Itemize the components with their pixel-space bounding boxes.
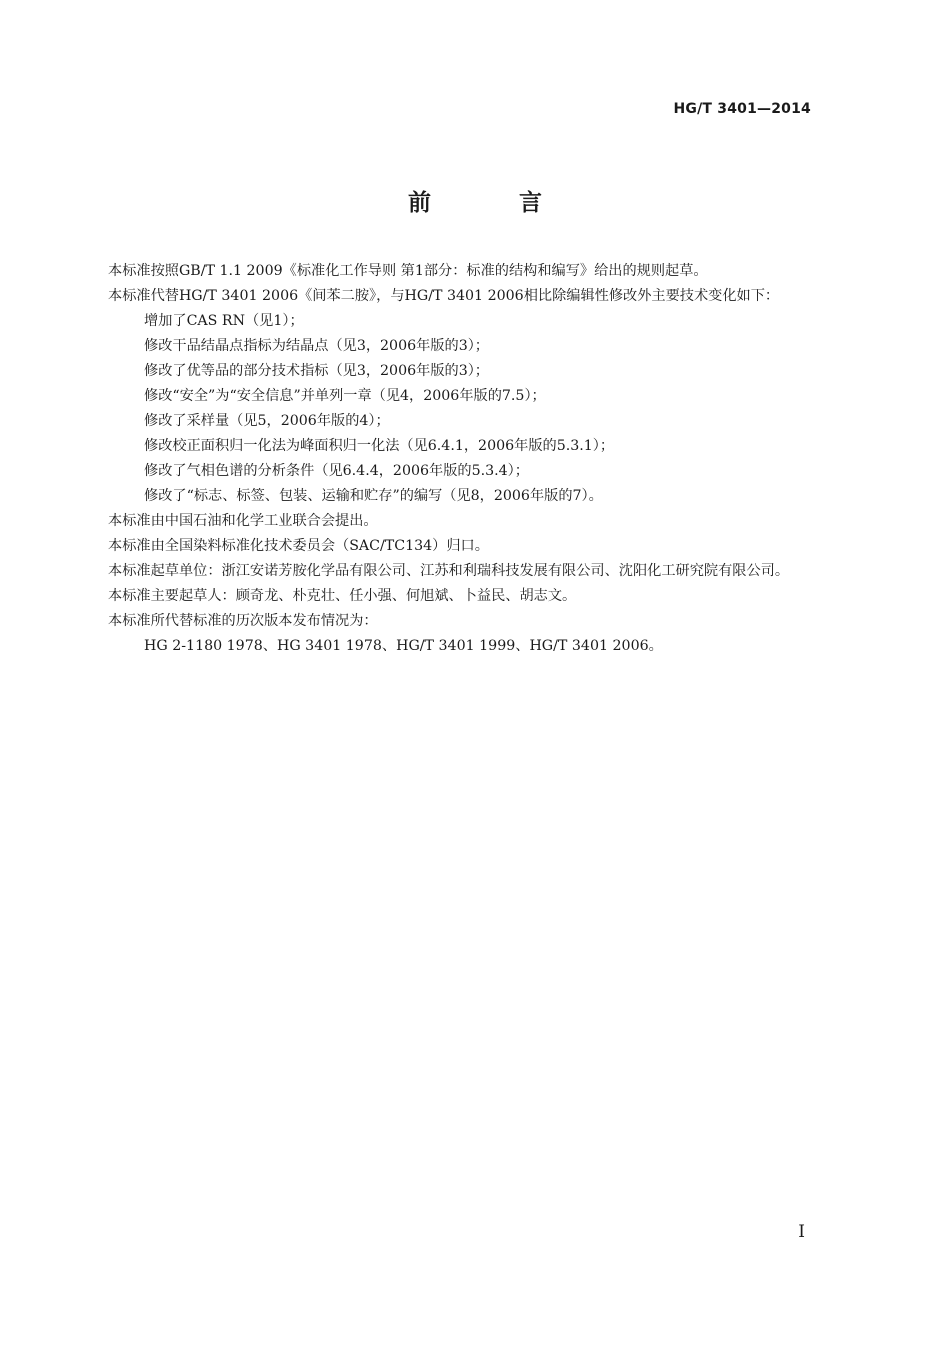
page-number: I [798,1222,805,1242]
change-item: 增加了CAS RN（见1）； [144,313,304,329]
page-title: 前 言 [407,190,582,216]
paragraph-history-intro: 本标准所代替标准的历次版本发布情况为： [108,613,378,629]
change-item: 修改了“标志、标签、包装、运输和贮存”的编写（见8，2006年版的7）。 [144,488,603,504]
change-item: 修改了气相色谱的分析条件（见6.4.4，2006年版的5.3.4）； [144,463,529,479]
preface-body [80,259,812,659]
standard-code: HG/T 3401—2014 [673,101,811,117]
change-item: 修改“安全”为“安全信息”并单列一章（见4，2006年版的7.5）； [144,388,546,404]
paragraph-drafting-units: 本标准起草单位：浙江安诺芳胺化学品有限公司、江苏和利瑞科技发展有限公司、沈阳化工研究院有限公司。 [108,563,790,579]
paragraph-drafting-rules: 本标准按照GB/T 1.1 2009《标准化工作导则 第1部分：标准的结构和编写》给出的规则起草。 [108,263,708,279]
paragraph-replacement: 本标准代替HG/T 3401 2006《间苯二胺》，与HG/T 3401 2006相比除编辑性修改外主要技术变化如下： [108,288,780,304]
paragraph-committee: 本标准由全国染料标准化技术委员会（SAC/TC134）归口。 [108,538,489,554]
paragraph-drafters: 本标准主要起草人：顾奇龙、朴克壮、任小强、何旭斌、卜益民、胡志文。 [108,588,577,604]
change-item: 修改了采样量（见5，2006年版的4）； [144,413,390,429]
change-item: 修改干品结晶点指标为结晶点（见3，2006年版的3）； [144,338,489,354]
change-item: 修改校正面积归一化法为峰面积归一化法（见6.4.1，2006年版的5.3.1）； [144,438,615,454]
paragraph-proposer: 本标准由中国石油和化学工业联合会提出。 [108,513,378,529]
version-history: HG 2-1180 1978、HG 3401 1978、HG/T 3401 1999、HG/T 3401 2006。 [144,638,663,654]
change-item: 修改了优等品的部分技术指标（见3，2006年版的3）； [144,363,489,379]
